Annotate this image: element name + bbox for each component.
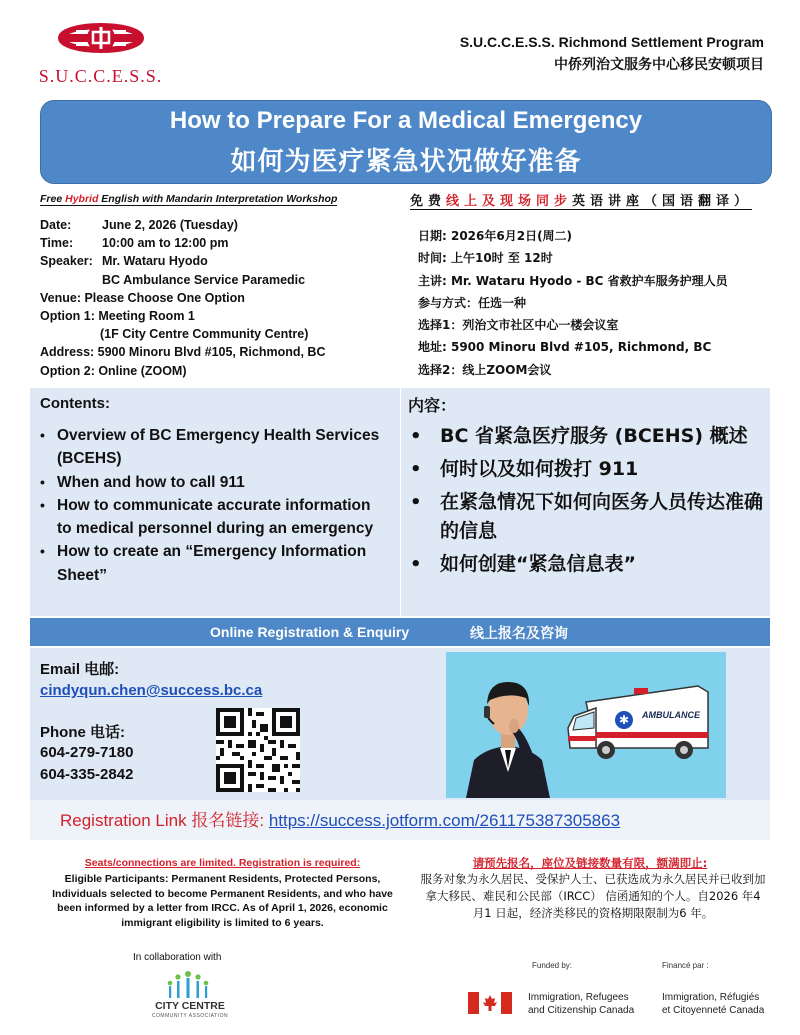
eligibility-text-en: Eligible Participants: Permanent Residents, Protected Persons, Individuals selected to become Permanent Residents, and who have been informed by a letter from IRCC. As of April 1, 2026, economic immigrant eligibility is limited to 6 years. xyxy=(52,873,393,929)
ircc-name-en xyxy=(528,992,634,1017)
workshop-line-zh xyxy=(410,190,752,210)
list-item: • How to create an “Emergency Information Sheet” xyxy=(40,540,385,587)
ircc-en-line-2: and Citizenship Canada xyxy=(528,1004,635,1016)
svg-text:✱: ✱ xyxy=(619,713,630,727)
ircc-fr-line-2: et Citoyenneté Canada xyxy=(662,1004,765,1016)
title-banner xyxy=(40,100,772,184)
zh-option1: 选择1：列治文市社区中心一楼会议室 xyxy=(418,318,619,333)
eligibility-heading-zh: 请预先报名，座位及链接数量有限，额满即止: xyxy=(472,856,708,870)
workshop-zh-post: 英语讲座（国语翻译） xyxy=(572,194,753,209)
date-value: June 2, 2026 (Tuesday) xyxy=(102,218,238,232)
funded-by-label: Funded by: xyxy=(532,961,573,970)
page-title-zh: 如何为医疗紧急状况做好准备 xyxy=(230,147,582,177)
date-label: Date: xyxy=(40,218,72,232)
logo-text: S.U.C.C.E.S.S. xyxy=(38,66,163,86)
contents-divider xyxy=(400,388,401,616)
ircc-name-fr xyxy=(662,992,764,1017)
time-value: 10:00 am to 12:00 pm xyxy=(102,236,229,251)
eligibility-text-zh: 服务对象为永久居民、受保护人士、已获选成为永久居民并已收到加拿大移民、难民和公民部（IRCC） 信函通知的个人。自2026 年4 月1 日起，经济类移民的资格期限限制为6 年。 xyxy=(420,872,766,920)
ircc-fr-line-1: Immigration, Réfugiés xyxy=(662,992,760,1003)
workshop-zh-highlight: 线上及现场同步 xyxy=(446,194,573,209)
workshop-line-en xyxy=(40,193,337,206)
registration-bar xyxy=(30,618,770,646)
list-item: • 如何创建“紧急信息表” xyxy=(410,550,770,579)
zh-time: 时间: 上午10时 至 12时 xyxy=(418,251,553,266)
option1-line: Option 1: Meeting Room 1 xyxy=(40,309,195,324)
registration-link-label: Registration Link 报名链接: xyxy=(60,811,265,830)
zh-date: 日期: 2026年6月2日(周二) xyxy=(418,229,573,243)
qr-code[interactable] xyxy=(214,708,302,792)
workshop-en-pre: Free xyxy=(40,193,66,205)
list-item: • BC 省紧急医疗服务 (BCEHS) 概述 xyxy=(410,422,770,451)
list-item: • When and how to call 911 xyxy=(40,471,385,494)
list-item: • Overview of BC Emergency Health Services (BCEHS) xyxy=(40,424,385,471)
phone-label: Phone 电话: xyxy=(40,724,125,741)
phone-number-1: 604-279-7180 xyxy=(40,744,134,761)
option2-line: Option 2: Online (ZOOM) xyxy=(40,363,187,378)
email-label: Email 电邮: xyxy=(40,661,120,678)
email-link[interactable]: cindyqun.chen@success.bc.ca xyxy=(40,682,263,699)
canada-flag-icon xyxy=(468,992,512,1014)
contents-heading-en: Contents: xyxy=(40,395,110,412)
contents-heading-zh: 内容： xyxy=(408,396,457,415)
workshop-zh-pre: 免费 xyxy=(410,194,447,209)
venue-line: Venue: Please Choose One Option xyxy=(40,290,245,305)
ambulance-label: AMBULANCE xyxy=(642,710,700,720)
time-label: Time: xyxy=(40,236,74,251)
registration-bar-zh: 线上报名及咨询 xyxy=(470,626,568,642)
workshop-en-post: English with Mandarin Interpretation Workshop xyxy=(98,193,338,205)
ircc-en-line-1: Immigration, Refugees xyxy=(528,992,629,1003)
phone-number-2: 604-335-2842 xyxy=(40,766,134,783)
contents-list-en xyxy=(40,424,385,587)
city-centre-name: CITY CENTRE xyxy=(155,1000,225,1012)
registration-bar-en: Online Registration & Enquiry xyxy=(210,624,410,640)
city-centre-subtitle: COMMUNITY ASSOCIATION xyxy=(151,1013,229,1019)
collaboration-label: In collaboration with xyxy=(133,952,222,963)
eligibility-heading-en: Seats/connections are limited. Registration is required: xyxy=(84,857,361,869)
speaker-title: BC Ambulance Service Paramedic xyxy=(102,272,306,287)
registration-link-line xyxy=(60,806,620,831)
page-title-en: How to Prepare For a Medical Emergency xyxy=(169,107,643,134)
program-name-en: S.U.C.C.E.S.S. Richmond Settlement Program xyxy=(459,34,764,50)
zh-address: 地址: 5900 Minoru Blvd #105, Richmond, BC xyxy=(418,340,712,355)
workshop-en-highlight: Hybrid xyxy=(65,193,99,205)
list-item: • 何时以及如何拨打 911 xyxy=(410,455,770,484)
paramedic-ambulance-illustration xyxy=(446,652,726,798)
details-en xyxy=(40,216,400,380)
program-name-zh: 中侨列治文服务中心移民安顿项目 xyxy=(554,57,764,73)
option1-detail: (1F City Centre Community Centre) xyxy=(100,327,309,342)
zh-speaker: 主讲: Mr. Wataru Hyodo - BC 省救护车服务护理人员 xyxy=(418,273,728,288)
contents-list-zh xyxy=(410,422,770,583)
address-line: Address: 5900 Minoru Blvd #105, Richmond, BC xyxy=(40,345,326,360)
registration-link[interactable]: https://success.jotform.com/261175387305863 xyxy=(268,811,621,830)
finance-par-label: Financé par : xyxy=(662,961,709,970)
details-zh xyxy=(418,225,778,381)
zh-option2: 选择2：线上ZOOM会议 xyxy=(418,362,552,377)
speaker-label: Speaker: xyxy=(40,254,93,269)
speaker-value: Mr. Wataru Hyodo xyxy=(102,254,208,269)
zh-venue: 参与方式：任选一种 xyxy=(418,295,527,310)
list-item: • 在紧急情况下如何向医务人员传达准确的信息 xyxy=(410,488,770,546)
list-item: • How to communicate accurate information to medical personnel during an emergency xyxy=(40,494,385,541)
